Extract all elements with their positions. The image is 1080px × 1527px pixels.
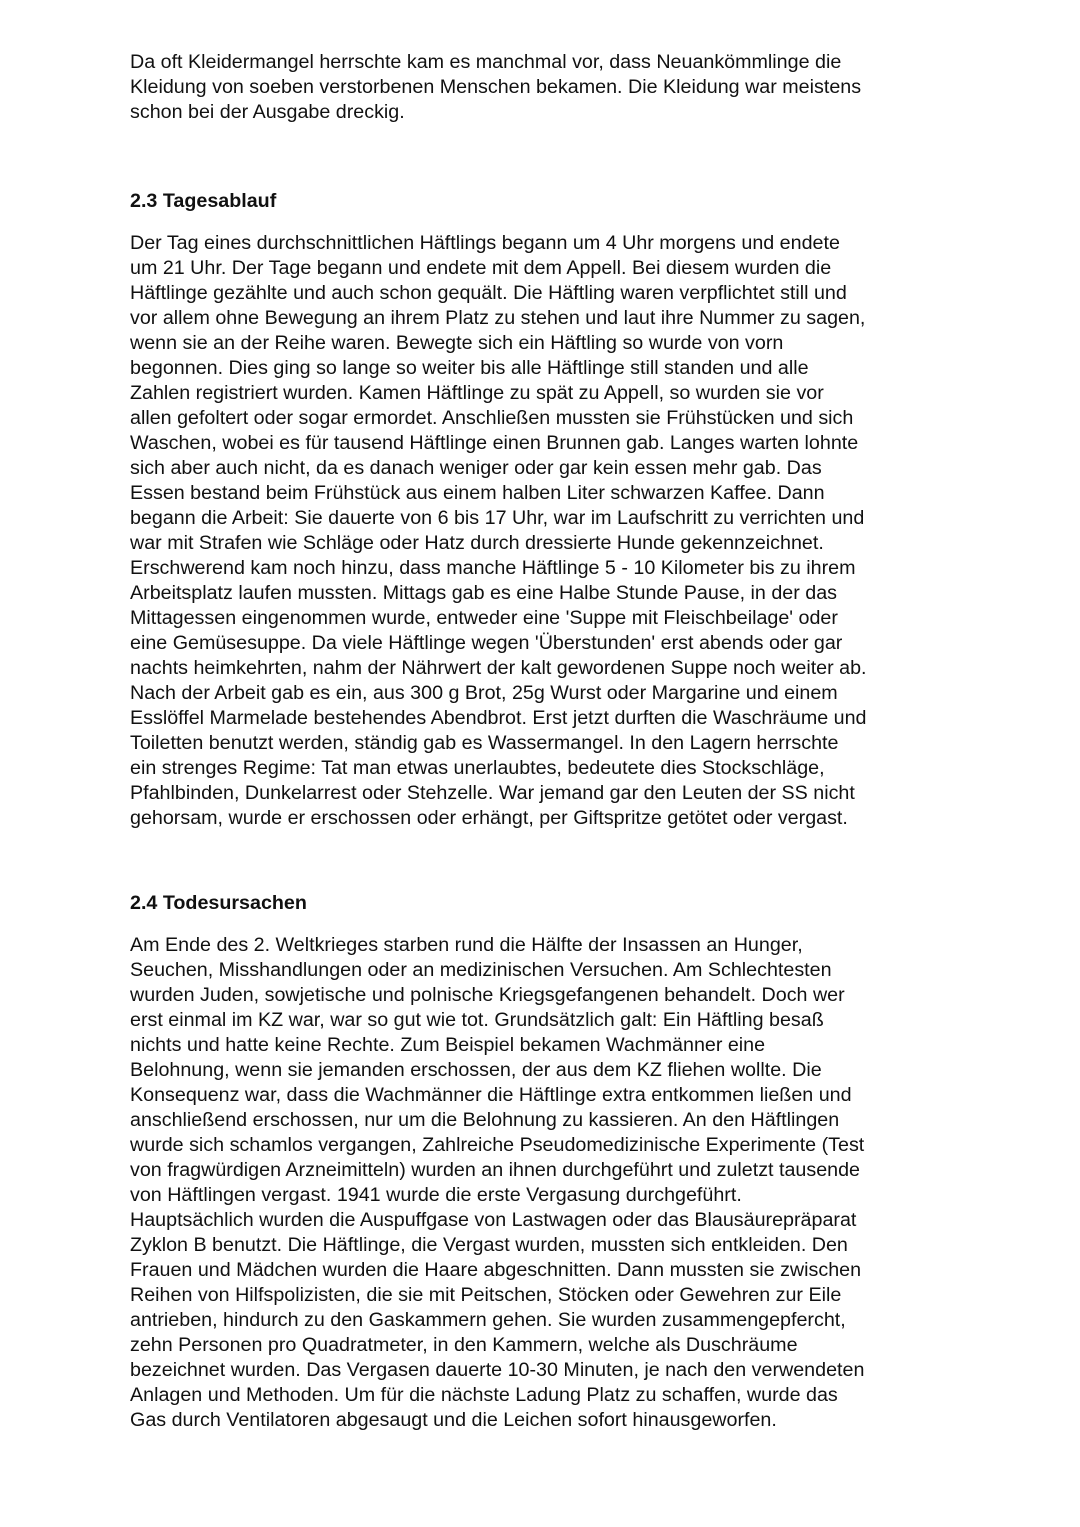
text-line: Esslöffel Marmelade bestehendes Abendbrot. Erst jetzt durften die Waschräume und (130, 707, 867, 729)
text-line: Konsequenz war, dass die Wachmänner die Häftlinge extra entkommen ließen und (130, 1084, 852, 1106)
text-line: nichts und hatte keine Rechte. Zum Beispiel bekamen Wachmänner eine (130, 1034, 766, 1056)
text-line: sich aber auch nicht, da es danach weniger oder gar kein essen mehr gab. Das (130, 457, 822, 479)
text-line: Häftlinge gezählte und auch schon gequält. Die Häftling waren verpflichtet still und (130, 282, 847, 304)
text-line: Nach der Arbeit gab es ein, aus 300 g Brot, 25g Wurst oder Margarine und einem (130, 682, 838, 704)
text-line: Seuchen, Misshandlungen oder an medizinischen Versuchen. Am Schlechtesten (130, 959, 832, 981)
text-line: Am Ende des 2. Weltkrieges starben rund die Hälfte der Insassen an Hunger, (130, 934, 803, 956)
text-line: schon bei der Ausgabe dreckig. (130, 101, 405, 123)
text-line: Da oft Kleidermangel herrschte kam es manchmal vor, dass Neuankömmlinge die (130, 51, 842, 73)
text-line: begonnen. Dies ging so lange so weiter bis alle Häftlinge still standen und alle (130, 357, 809, 379)
text-line: Essen bestand beim Frühstück aus einem halben Liter schwarzen Kaffee. Dann (130, 482, 825, 504)
section-heading-tagesablauf: 2.3 Tagesablauf (130, 190, 277, 212)
text-line: erst einmal im KZ war, war so gut wie tot. Grundsätzlich galt: Ein Häftling besaß (130, 1009, 824, 1031)
text-line: allen gefoltert oder sogar ermordet. Anschließen mussten sie Frühstücken und sich (130, 407, 854, 429)
text-line: nachts heimkehrten, nahm der Nährwert der kalt gewordenen Suppe noch weiter ab. (130, 657, 867, 679)
text-line: vor allem ohne Bewegung an ihrem Platz zu stehen und laut ihre Nummer zu sagen, (130, 307, 866, 329)
text-line: Waschen, wobei es für tausend Häftlinge einen Brunnen gab. Langes warten lohnte (130, 432, 859, 454)
text-line: ein strenges Regime: Tat man etwas unerlaubtes, bedeutete dies Stockschläge, (130, 757, 825, 779)
text-line: Mittagessen eingenommen wurde, entweder eine 'Suppe mit Fleischbeilage' oder (130, 607, 838, 629)
text-line: Arbeitsplatz laufen mussten. Mittags gab es eine Halbe Stunde Pause, in der das (130, 582, 837, 604)
text-line: gehorsam, wurde er erschossen oder erhängt, per Giftspritze getötet oder vergast. (130, 807, 848, 829)
section-heading-todesursachen: 2.4 Todesursachen (130, 892, 307, 914)
text-line: wenn sie an der Reihe waren. Bewegte sich ein Häftling so wurde von vorn (130, 332, 784, 354)
paragraph-todesursachen (130, 933, 960, 1433)
text-line: Anlagen und Methoden. Um für die nächste Ladung Platz zu schaffen, wurde das (130, 1384, 838, 1406)
text-line: antrieben, hindurch zu den Gaskammern gehen. Sie wurden zusammengepfercht, (130, 1309, 846, 1331)
text-line: anschließend erschossen, nur um die Belohnung zu kassieren. An den Häftlingen (130, 1109, 840, 1131)
text-line: Gas durch Ventilatoren abgesaugt und die Leichen sofort hinausgeworfen. (130, 1409, 777, 1431)
text-line: Der Tag eines durchschnittlichen Häftlings begann um 4 Uhr morgens und endete (130, 232, 840, 254)
text-line: Kleidung von soeben verstorbenen Menschen bekamen. Die Kleidung war meistens (130, 76, 862, 98)
text-line: eine Gemüsesuppe. Da viele Häftlinge wegen 'Überstunden' erst abends oder gar (130, 632, 843, 654)
text-line: wurden Juden, sowjetische und polnische Kriegsgefangenen behandelt. Doch wer (130, 984, 845, 1006)
text-line: Toiletten benutzt werden, ständig gab es Wassermangel. In den Lagern herrschte (130, 732, 839, 754)
text-line: Reihen von Hilfspolizisten, die sie mit Peitschen, Stöcken oder Gewehren zur Eile (130, 1284, 842, 1306)
text-line: zehn Personen pro Quadratmeter, in den Kammern, welche als Duschräume (130, 1334, 798, 1356)
text-line: Pfahlbinden, Dunkelarrest oder Stehzelle. War jemand gar den Leuten der SS nicht (130, 782, 855, 804)
text-line: war mit Strafen wie Schläge oder Hatz durch dressierte Hunde gekennzeichnet. (130, 532, 824, 554)
text-line: Zahlen registriert wurden. Kamen Häftlinge zu spät zu Appell, so wurden sie vor (130, 382, 824, 404)
text-line: von Häftlingen vergast. 1941 wurde die erste Vergasung durchgeführt. (130, 1184, 742, 1206)
text-line: begann die Arbeit: Sie dauerte von 6 bis 17 Uhr, war im Laufschritt zu verrichten und (130, 507, 865, 529)
text-line: Zyklon B benutzt. Die Häftlinge, die Vergast wurden, mussten sich entkleiden. Den (130, 1234, 848, 1256)
text-line: bezeichnet wurden. Das Vergasen dauerte 10-30 Minuten, je nach den verwendeten (130, 1359, 865, 1381)
text-line: Frauen und Mädchen wurden die Haare abgeschnitten. Dann mussten sie zwischen (130, 1259, 862, 1281)
text-line: von fragwürdigen Arzneimitteln) wurden an ihnen durchgeführt und zuletzt tausende (130, 1159, 860, 1181)
text-line: Hauptsächlich wurden die Auspuffgase von Lastwagen oder das Blausäurepräparat (130, 1209, 857, 1231)
text-line: wurde sich schamlos vergangen, Zahlreiche Pseudomedizinische Experimente (Test (130, 1134, 865, 1156)
document-page (130, 50, 960, 1433)
intro-paragraph (130, 50, 960, 125)
text-line: Belohnung, wenn sie jemanden erschossen, der aus dem KZ fliehen wollte. Die (130, 1059, 822, 1081)
paragraph-tagesablauf (130, 231, 960, 831)
text-line: um 21 Uhr. Der Tage begann und endete mit dem Appell. Bei diesem wurden die (130, 257, 832, 279)
text-line: Erschwerend kam noch hinzu, dass manche Häftlinge 5 - 10 Kilometer bis zu ihrem (130, 557, 856, 579)
